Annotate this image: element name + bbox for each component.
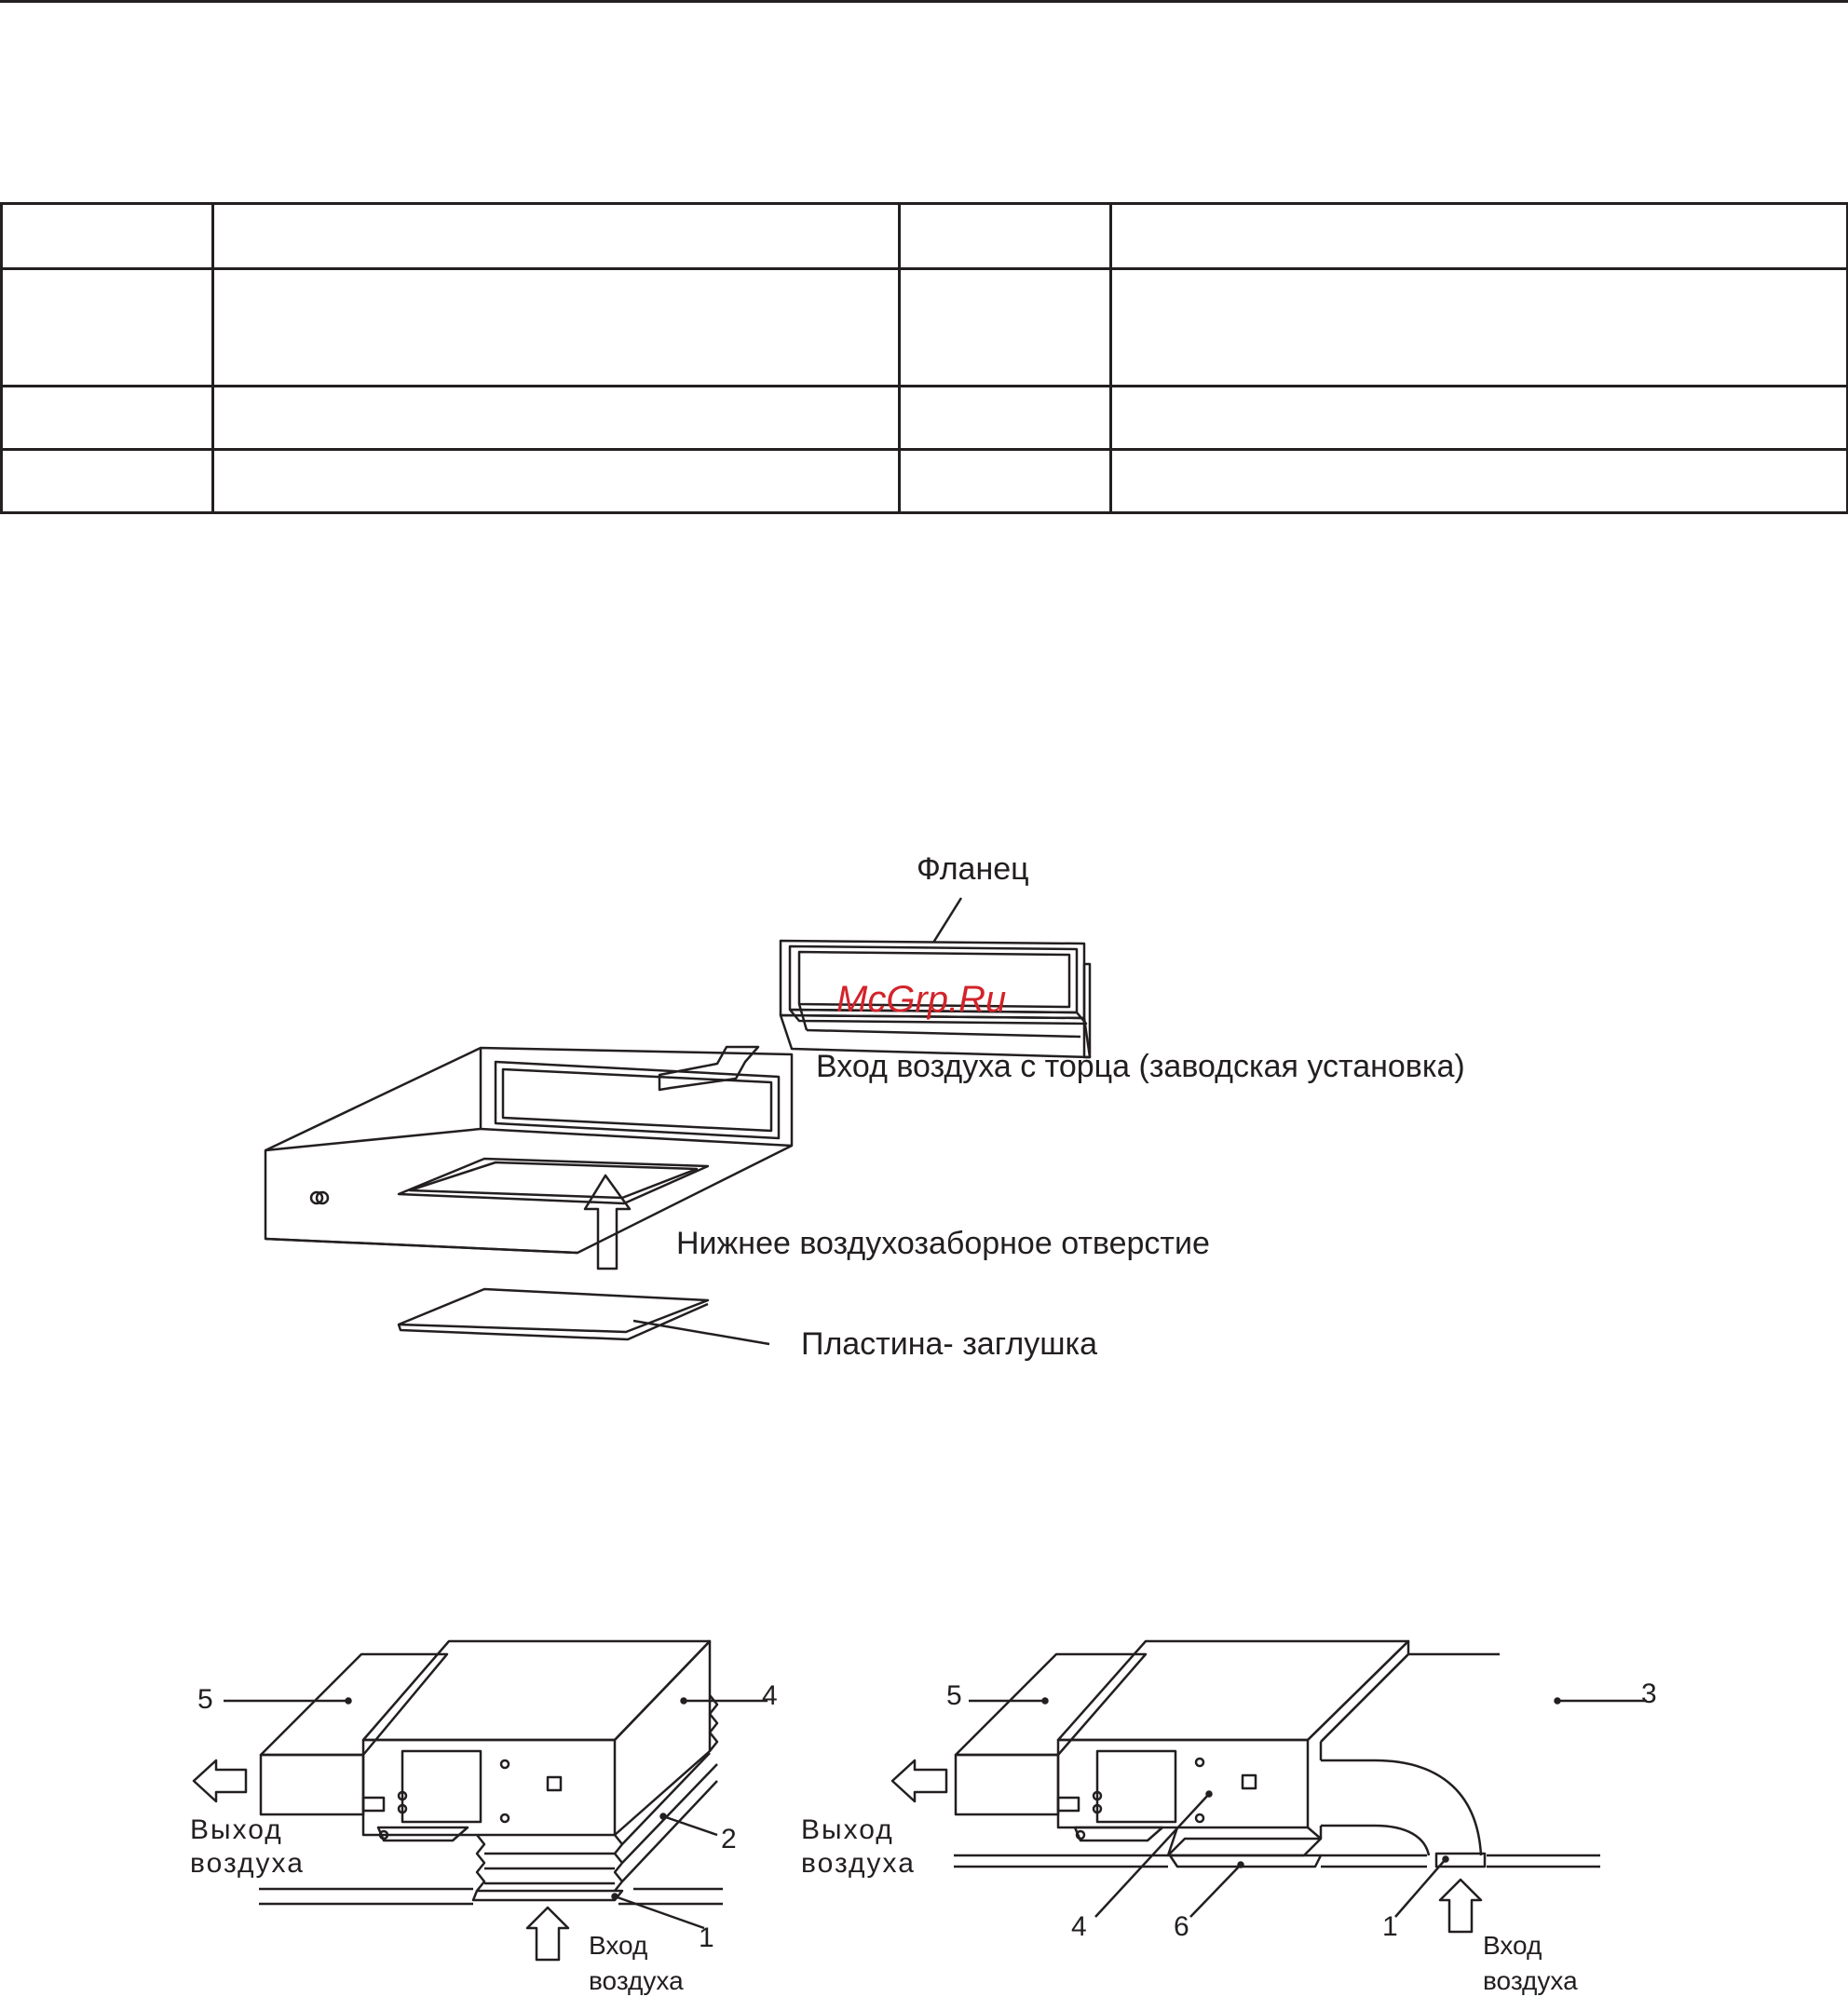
outlet-duct [956,1654,1146,1814]
outlet-label-line1: Выход [801,1814,894,1845]
inlet-label-line1: Вход [1483,1931,1542,1960]
outlet-label-line2: воздуха [801,1848,916,1879]
flange-leader [933,898,961,943]
inlet-arrow [1440,1880,1481,1932]
inlet-arrow [527,1908,568,1960]
blank-plate-installed [1168,1826,1321,1867]
flange-label: Фланец [917,851,1029,887]
watermark-logo: McGrp.Ru [836,979,1007,1020]
outlet-arrow [892,1760,946,1801]
callout-4-right: 4 [1071,1911,1087,1942]
end-inlet-label: Вход воздуха с торца (заводская установка) [816,1049,1465,1084]
inlet-label-line2: воздуха [589,1966,684,1995]
callout-5-right: 5 [946,1680,962,1711]
figure-rear-intake [801,1641,1657,1995]
return-duct [1321,1654,1500,1867]
figure-air-inlet-options [265,851,1465,1362]
indoor-unit [1058,1641,1408,1841]
outlet-arrow [194,1760,246,1801]
outlet-label-line2: воздуха [190,1848,305,1879]
blank-plate-leader [633,1321,769,1344]
callout-3-right: 3 [1641,1678,1657,1709]
inlet-label-line1: Вход [589,1931,648,1960]
callout-4-left: 4 [762,1680,778,1711]
blank-plate-label: Пластина- заглушка [801,1326,1098,1362]
outlet-label-line1: Выход [190,1814,283,1845]
outlet-duct [261,1654,447,1814]
indoor-unit [363,1641,710,1841]
blank-plate [399,1289,708,1339]
bottom-inlet-arrow [585,1175,630,1269]
inlet-label-line2: воздуха [1483,1966,1578,1995]
flexible-duct [473,1695,717,1900]
callout-5-left: 5 [197,1684,213,1715]
callout-1-left: 1 [699,1922,714,1953]
unit-body [265,1048,792,1253]
callout-6-right: 6 [1174,1911,1189,1942]
callout-1-right: 1 [1382,1911,1398,1942]
bottom-inlet-label: Нижнее воздухозаборное отверстие [676,1226,1210,1261]
figure-bottom-intake [190,1641,778,1995]
callout-2-left: 2 [721,1824,737,1854]
